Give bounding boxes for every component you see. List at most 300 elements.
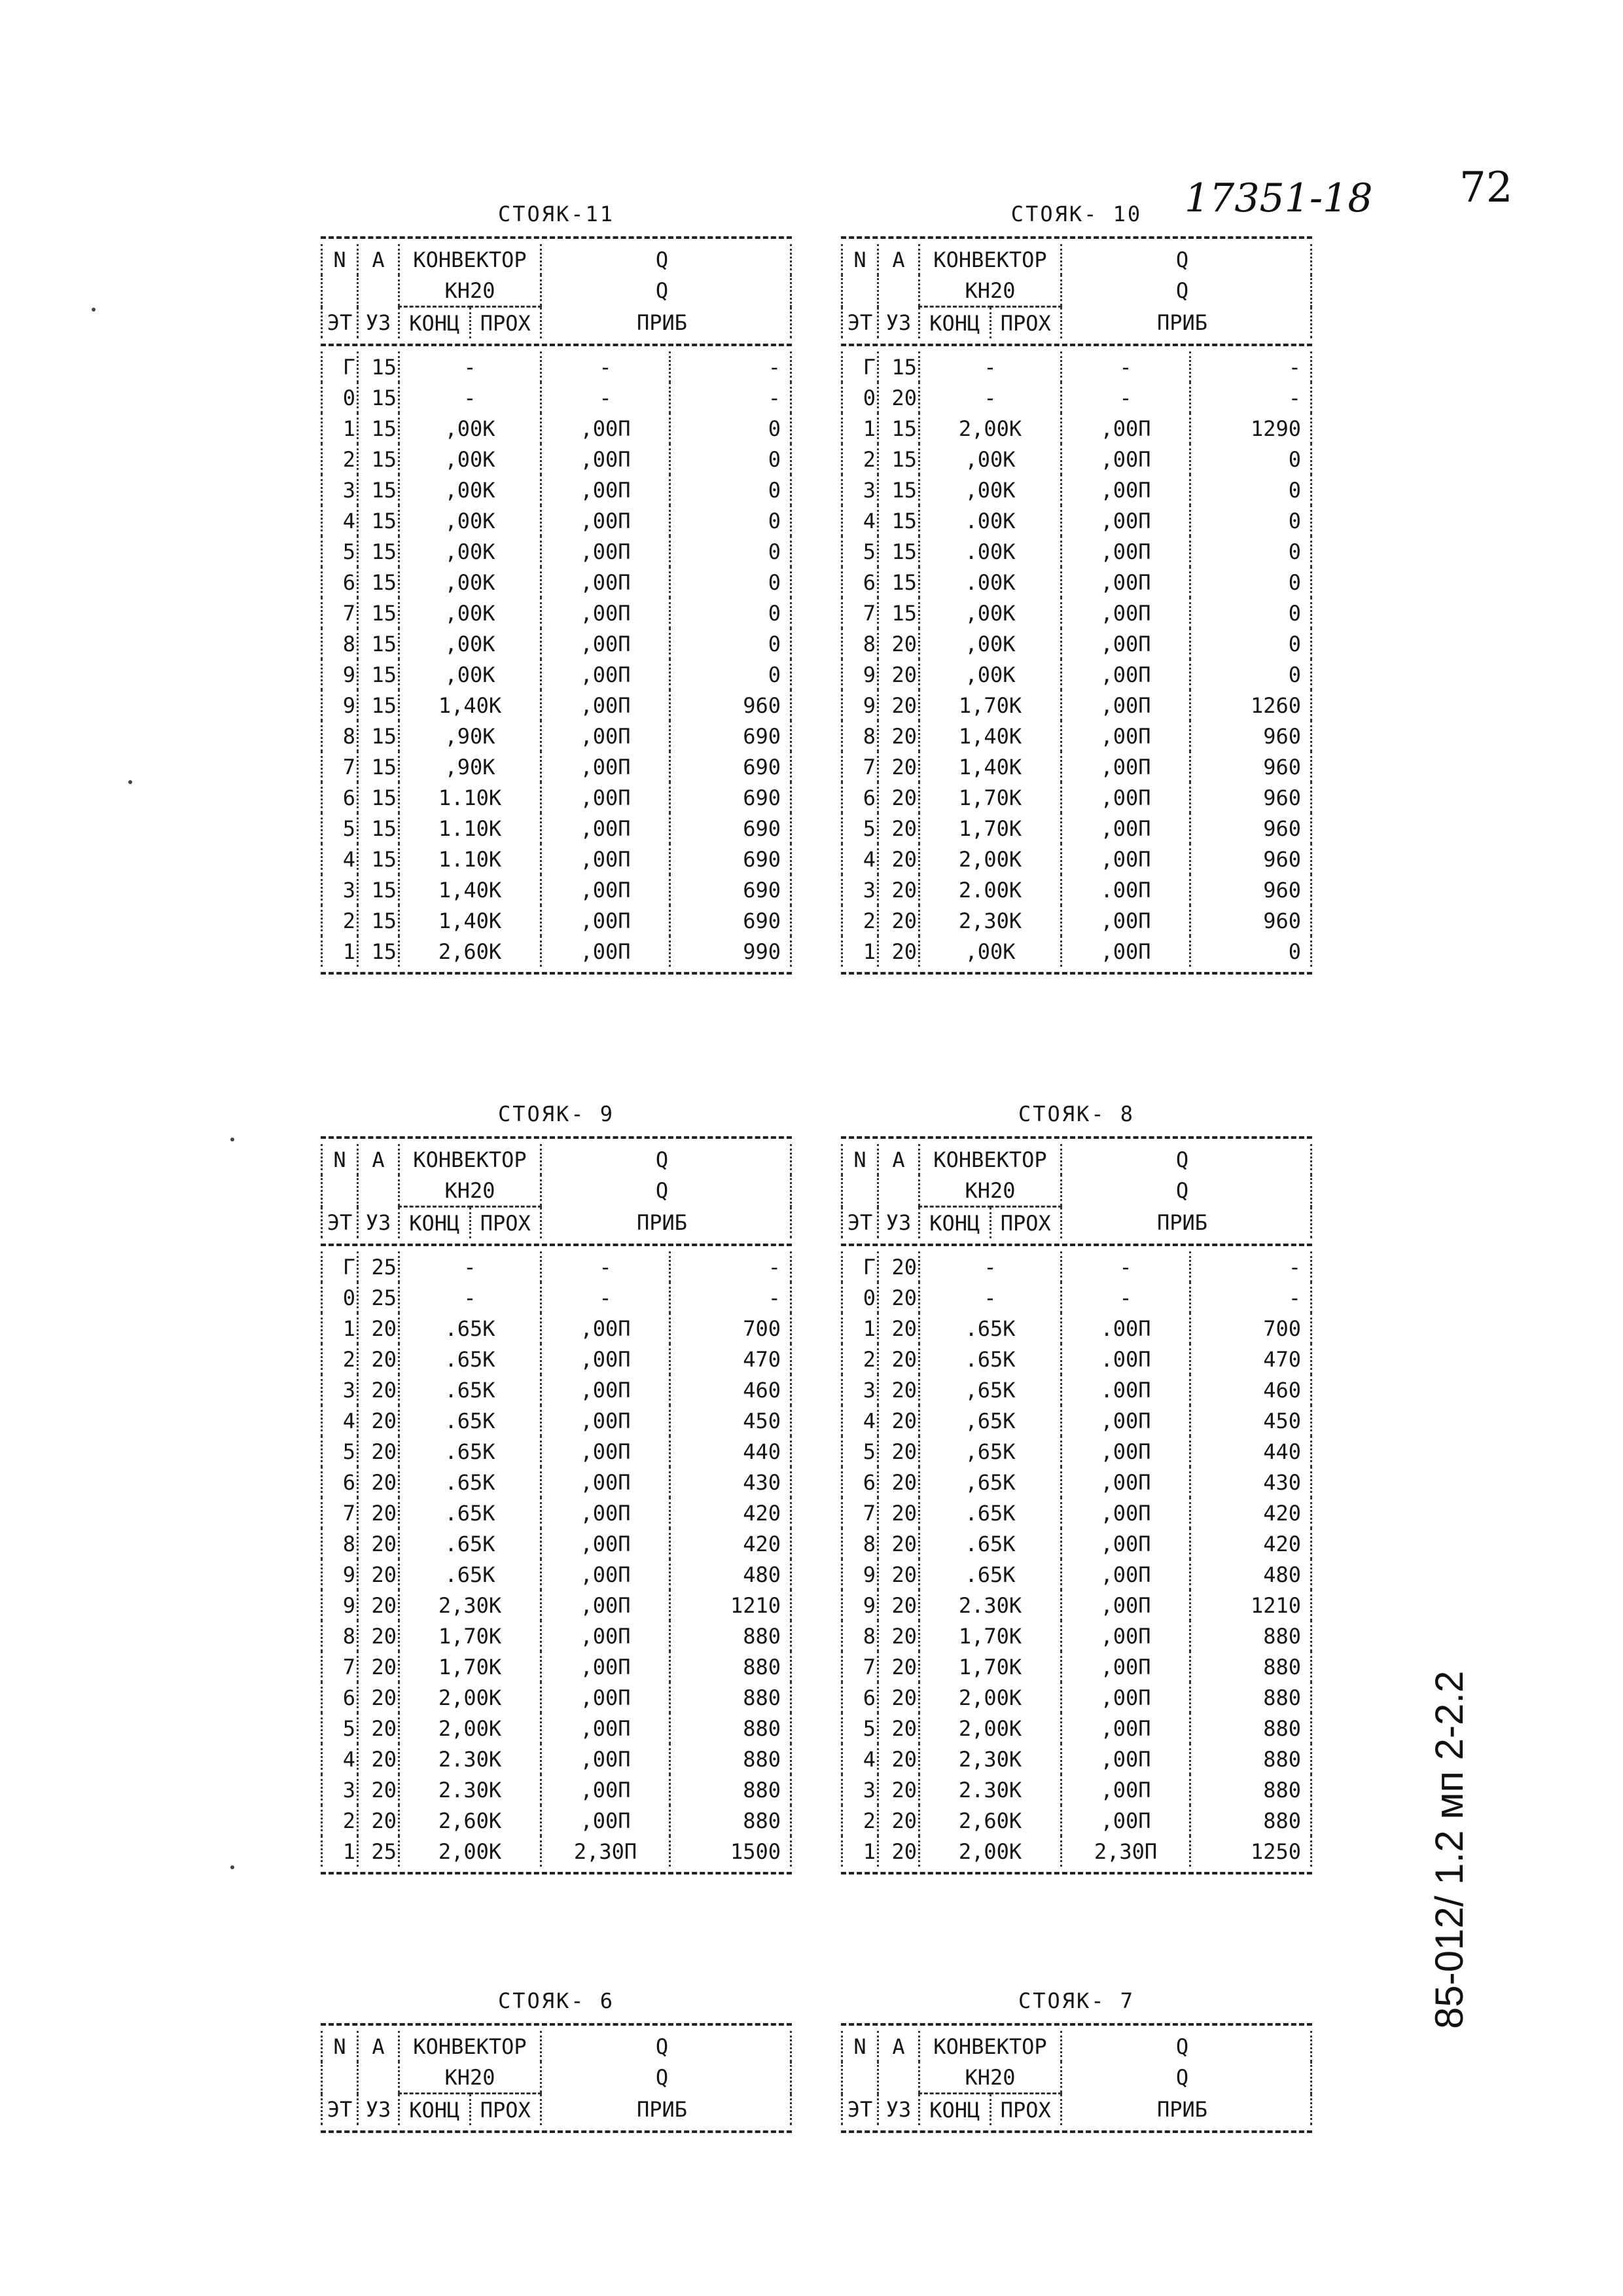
table-cell: ,00П (1061, 1621, 1190, 1651)
table-cell: ,00П (1061, 1467, 1190, 1498)
table-cell: 15 (358, 936, 399, 967)
table-cell: 7 (322, 598, 358, 628)
header-cell: КОНЦ (399, 2094, 471, 2126)
table-cell: 990 (670, 936, 791, 967)
table-row (842, 444, 1311, 475)
table-cell: - (919, 1251, 1061, 1282)
header-cell: УЗ (878, 1207, 919, 1239)
table-row (322, 1528, 791, 1559)
table-row (322, 1559, 791, 1590)
table-cell: 15 (358, 628, 399, 659)
table-cell: 15 (358, 844, 399, 874)
table-cell: 960 (1190, 721, 1311, 751)
table-row (322, 1651, 791, 1682)
table-cell: 20 (878, 1313, 919, 1344)
table-cell: 450 (670, 1405, 791, 1436)
table-row (322, 659, 791, 690)
table-cell: 1,70К (919, 813, 1061, 844)
table-cell: - (1190, 1251, 1311, 1282)
table-cell: ,00П (541, 1621, 670, 1651)
dash-divider (321, 2130, 792, 2133)
table-cell: 3 (842, 1774, 878, 1805)
table-row (322, 475, 791, 505)
table-cell: ,00П (1061, 536, 1190, 567)
table-cell: 0 (670, 444, 791, 475)
table-cell: .65К (919, 1498, 1061, 1528)
table-cell: 420 (1190, 1528, 1311, 1559)
block-title: СТОЯК- 9 (497, 1102, 615, 1126)
table-cell: - (919, 382, 1061, 413)
table-cell: 690 (670, 721, 791, 751)
table-row (322, 628, 791, 659)
header-cell: ПРОХ (990, 307, 1061, 339)
table-cell: 960 (1190, 905, 1311, 936)
table-cell: 2,60К (919, 1805, 1061, 1836)
table-cell: ,00П (1061, 567, 1190, 598)
table-cell: ,00П (1061, 751, 1190, 782)
table-row (842, 1559, 1311, 1590)
table-cell: 20 (878, 1805, 919, 1836)
header-table (841, 1144, 1312, 1238)
table-cell: ,00К (399, 567, 541, 598)
table-cell: 15 (358, 874, 399, 905)
table-cell: 0 (1190, 598, 1311, 628)
table-row (322, 1436, 791, 1467)
header-table (321, 2031, 792, 2125)
table-cell: ,00П (541, 1374, 670, 1405)
table-cell: 1,40К (919, 721, 1061, 751)
header-cell: Q (541, 244, 791, 275)
table-cell: ,00П (541, 1774, 670, 1805)
dash-divider (841, 1136, 1312, 1139)
header-cell: ПРИБ (541, 307, 791, 339)
table-cell: ,00К (919, 659, 1061, 690)
table-cell: ,00П (1061, 721, 1190, 751)
table-cell: 1.10К (399, 844, 541, 874)
table-cell: 20 (358, 1374, 399, 1405)
table-cell: 0 (1190, 936, 1311, 967)
table-row (842, 413, 1311, 444)
table-cell: 960 (1190, 813, 1311, 844)
table-cell: - (399, 351, 541, 382)
table-cell: 2,00К (919, 1713, 1061, 1744)
header-cell: ПРОХ (470, 2094, 541, 2126)
table-cell: 20 (878, 1467, 919, 1498)
table-cell: 7 (322, 1651, 358, 1682)
table-cell: 6 (322, 782, 358, 813)
dash-divider (321, 972, 792, 975)
table-cell: ,00К (399, 505, 541, 536)
table-cell: 20 (358, 1313, 399, 1344)
table-cell: .65К (399, 1436, 541, 1467)
table-cell: 2,30К (919, 1744, 1061, 1774)
table-cell: ,00К (919, 475, 1061, 505)
dash-divider (841, 972, 1312, 975)
table-cell: ,65К (919, 1405, 1061, 1436)
table-cell: ,00П (1061, 413, 1190, 444)
table-cell: 880 (1190, 1805, 1311, 1836)
header-cell (842, 2062, 878, 2094)
table-cell: ,00П (1061, 659, 1190, 690)
table-cell: 470 (670, 1344, 791, 1374)
table-cell: 15 (878, 475, 919, 505)
table-row (842, 567, 1311, 598)
header-cell: КОНЦ (919, 2094, 991, 2126)
table-cell: ,00П (541, 782, 670, 813)
table-row (322, 1621, 791, 1651)
table-cell: 440 (670, 1436, 791, 1467)
table-cell: 2.30К (399, 1744, 541, 1774)
table-cell: 1 (842, 413, 878, 444)
table-cell: 20 (358, 1744, 399, 1774)
table-cell: 1,40К (919, 751, 1061, 782)
table-cell: .00К (919, 505, 1061, 536)
table-cell: .00К (919, 536, 1061, 567)
table-cell: 20 (878, 1836, 919, 1867)
table-cell: 880 (670, 1805, 791, 1836)
table-cell: .65К (399, 1559, 541, 1590)
table-cell: 2.30К (919, 1590, 1061, 1621)
table-cell: 20 (878, 1651, 919, 1682)
table-cell: 20 (878, 874, 919, 905)
header-cell: КН20 (399, 1175, 541, 1207)
table-cell: ,00П (1061, 1405, 1190, 1436)
table-cell: 15 (358, 567, 399, 598)
table-cell: .00П (1061, 1374, 1190, 1405)
table-cell: 15 (878, 413, 919, 444)
table-cell: ,00К (919, 444, 1061, 475)
table-cell: 2,30П (1061, 1836, 1190, 1867)
table-row (322, 690, 791, 721)
table-cell: 0 (1190, 444, 1311, 475)
table-cell: ,00П (1061, 813, 1190, 844)
table-cell: 2.00К (919, 874, 1061, 905)
table-cell: 20 (358, 1405, 399, 1436)
table-row (322, 1313, 791, 1344)
table-row (842, 1744, 1311, 1774)
table-cell: 20 (878, 1559, 919, 1590)
table-cell: ,65К (919, 1436, 1061, 1467)
header-cell: N (842, 2031, 878, 2062)
header-cell: Q (1061, 275, 1311, 307)
table-row (322, 413, 791, 444)
table-cell: ,00П (541, 936, 670, 967)
table-cell: 0 (670, 567, 791, 598)
table-cell: 1.10К (399, 813, 541, 844)
header-cell (878, 2062, 919, 2094)
data-table (321, 351, 792, 967)
table-cell: 25 (358, 1836, 399, 1867)
table-cell: ,00П (541, 444, 670, 475)
header-cell: КОНВЕКТОР (919, 1144, 1061, 1175)
table-cell: 15 (358, 475, 399, 505)
table-cell: ,00П (1061, 1774, 1190, 1805)
dash-divider (321, 2023, 792, 2026)
table-cell: 1 (322, 413, 358, 444)
table-cell: ,00П (541, 874, 670, 905)
header-cell: Q (541, 1175, 791, 1207)
table-cell: 20 (358, 1467, 399, 1498)
table-cell: ,00П (541, 505, 670, 536)
header-cell: Q (541, 275, 791, 307)
table-cell: ,00П (541, 1590, 670, 1621)
table-cell: .65К (399, 1344, 541, 1374)
table-row (842, 1467, 1311, 1498)
table-cell: 20 (878, 1436, 919, 1467)
header-cell: ПРИБ (541, 2094, 791, 2126)
table-cell: 6 (322, 1467, 358, 1498)
table-cell: 20 (878, 1405, 919, 1436)
header-cell (878, 1175, 919, 1207)
header-cell: УЗ (358, 1207, 399, 1239)
table-cell: ,00П (1061, 1590, 1190, 1621)
table-cell: 880 (670, 1682, 791, 1713)
table-cell: ,00К (399, 444, 541, 475)
table-cell: 8 (322, 1621, 358, 1651)
table-cell: 20 (878, 1374, 919, 1405)
table-cell: 15 (358, 598, 399, 628)
table-cell: 0 (1190, 567, 1311, 598)
table-cell: 20 (878, 721, 919, 751)
table-cell: 5 (842, 1713, 878, 1744)
table-cell: 1.10К (399, 782, 541, 813)
table-cell: 1290 (1190, 413, 1311, 444)
table-cell: 1260 (1190, 690, 1311, 721)
table-row (322, 598, 791, 628)
table-cell: 1 (322, 1313, 358, 1344)
table-row (842, 936, 1311, 967)
table-cell: ,00П (541, 1528, 670, 1559)
table-cell: .65К (399, 1405, 541, 1436)
table-cell: 690 (670, 813, 791, 844)
table-cell: 20 (878, 813, 919, 844)
table-cell: ,00П (1061, 1805, 1190, 1836)
table-cell: .65К (399, 1313, 541, 1344)
table-cell: ,00П (541, 413, 670, 444)
header-cell (322, 2062, 358, 2094)
dash-divider (841, 2130, 1312, 2133)
table-cell: - (399, 1282, 541, 1313)
table-cell: 2,00К (919, 1836, 1061, 1867)
table-cell: 20 (358, 1713, 399, 1744)
table-cell: 8 (322, 1528, 358, 1559)
table-cell: 2,60К (399, 936, 541, 967)
table-cell: 20 (878, 1282, 919, 1313)
table-cell: 8 (842, 1528, 878, 1559)
table-cell: 1,40К (399, 690, 541, 721)
table-cell: .65К (919, 1559, 1061, 1590)
table-row (322, 1805, 791, 1836)
table-cell: ,00П (1061, 628, 1190, 659)
table-cell: 5 (842, 1436, 878, 1467)
header-cell: УЗ (878, 2094, 919, 2126)
table-row (842, 690, 1311, 721)
table-cell: 9 (842, 1559, 878, 1590)
table-cell: 15 (358, 659, 399, 690)
stoyak-block (321, 1100, 792, 1880)
header-cell (878, 275, 919, 307)
table-row (322, 567, 791, 598)
table-cell: 25 (358, 1282, 399, 1313)
table-cell: 20 (358, 1774, 399, 1805)
table-cell: 1 (842, 1313, 878, 1344)
header-cell: N (322, 2031, 358, 2062)
table-cell: 20 (358, 1651, 399, 1682)
table-cell: - (670, 1282, 791, 1313)
table-cell: 3 (322, 1374, 358, 1405)
header-cell: ПРИБ (1061, 307, 1311, 339)
table-cell: .65К (399, 1467, 541, 1498)
table-cell: 0 (670, 659, 791, 690)
table-cell: ,00П (541, 1467, 670, 1498)
table-cell: 5 (842, 536, 878, 567)
table-row (842, 844, 1311, 874)
table-cell: 15 (358, 444, 399, 475)
table-cell: 8 (322, 721, 358, 751)
table-cell: 15 (358, 813, 399, 844)
header-cell: ЭТ (322, 1207, 358, 1239)
table-cell: 8 (842, 1621, 878, 1651)
table-cell: 9 (842, 1590, 878, 1621)
table-cell: 15 (358, 505, 399, 536)
table-cell: 960 (1190, 751, 1311, 782)
table-row (842, 1528, 1311, 1559)
header-cell: ПРИБ (1061, 2094, 1311, 2126)
table-cell: 7 (842, 598, 878, 628)
table-cell: 20 (878, 382, 919, 413)
table-cell: 1250 (1190, 1836, 1311, 1867)
table-cell: 700 (1190, 1313, 1311, 1344)
block-title: СТОЯК- 10 (1010, 202, 1143, 226)
header-cell: ПРИБ (1061, 1207, 1311, 1239)
table-row (842, 751, 1311, 782)
table-cell: 2.30К (399, 1774, 541, 1805)
table-cell: 1,70К (919, 690, 1061, 721)
table-row (322, 751, 791, 782)
table-row (842, 1498, 1311, 1528)
header-table (841, 2031, 1312, 2125)
table-cell: 0 (1190, 505, 1311, 536)
table-cell: 450 (1190, 1405, 1311, 1436)
table-cell: ,00П (541, 813, 670, 844)
table-cell: .65К (919, 1313, 1061, 1344)
table-cell: ,00П (1061, 1651, 1190, 1682)
table-row (322, 1405, 791, 1436)
table-cell: 3 (322, 874, 358, 905)
table-cell: 15 (358, 536, 399, 567)
header-cell: КН20 (399, 2062, 541, 2094)
table-cell: - (670, 1251, 791, 1282)
table-cell: - (541, 1282, 670, 1313)
table-row (842, 628, 1311, 659)
table-row (842, 1374, 1311, 1405)
table-cell: 0 (670, 475, 791, 505)
header-cell (322, 1175, 358, 1207)
table-cell: 3 (842, 1374, 878, 1405)
table-row (842, 782, 1311, 813)
table-cell: 20 (358, 1682, 399, 1713)
table-cell: 9 (842, 659, 878, 690)
table-cell: 7 (322, 1498, 358, 1528)
header-cell: КОНЦ (399, 1207, 471, 1239)
table-cell: ,00П (541, 536, 670, 567)
table-cell: 9 (322, 659, 358, 690)
page-number: 72 (1459, 164, 1513, 212)
table-cell: .00П (1061, 1313, 1190, 1344)
table-cell: ,00П (541, 598, 670, 628)
table-cell: ,00П (541, 567, 670, 598)
table-cell: ,00П (1061, 598, 1190, 628)
table-cell: 7 (842, 751, 878, 782)
table-cell: ,00П (541, 751, 670, 782)
table-cell: 15 (358, 721, 399, 751)
table-row (322, 1744, 791, 1774)
table-cell: - (1061, 1282, 1190, 1313)
table-cell: 2 (842, 444, 878, 475)
table-cell: 20 (878, 1744, 919, 1774)
table-row (322, 721, 791, 751)
header-cell: КН20 (399, 275, 541, 307)
table-cell: 6 (842, 782, 878, 813)
table-row (842, 1313, 1311, 1344)
table-cell: 7 (842, 1498, 878, 1528)
table-cell: .00П (1061, 874, 1190, 905)
table-row (322, 536, 791, 567)
table-cell: - (1190, 1282, 1311, 1313)
table-cell: 2 (842, 1344, 878, 1374)
table-cell: 20 (878, 1590, 919, 1621)
table-cell: - (670, 351, 791, 382)
table-row (322, 874, 791, 905)
table-cell: 20 (358, 1528, 399, 1559)
scan-speck (230, 1865, 234, 1869)
header-cell: Q (1061, 1144, 1311, 1175)
data-table (841, 1251, 1312, 1867)
table-cell: - (541, 1251, 670, 1282)
header-cell (358, 1175, 399, 1207)
table-cell: 880 (1190, 1744, 1311, 1774)
table-cell: 5 (322, 1713, 358, 1744)
table-cell: Г (842, 1251, 878, 1282)
table-row (842, 1251, 1311, 1282)
table-row (322, 782, 791, 813)
stoyak-block (841, 1100, 1312, 1880)
table-cell: 0 (1190, 628, 1311, 659)
table-cell: 880 (670, 1651, 791, 1682)
table-row (322, 382, 791, 413)
header-cell: КОНВЕКТОР (919, 2031, 1061, 2062)
table-cell: 6 (842, 1682, 878, 1713)
data-table (841, 351, 1312, 967)
table-row (322, 1251, 791, 1282)
header-cell: КОНВЕКТОР (919, 244, 1061, 275)
header-cell: N (842, 1144, 878, 1175)
table-row (842, 382, 1311, 413)
header-cell (358, 2062, 399, 2094)
table-cell: ,00П (1061, 475, 1190, 505)
table-cell: 4 (322, 844, 358, 874)
table-cell: 20 (358, 1498, 399, 1528)
table-cell: 0 (1190, 536, 1311, 567)
table-cell: 420 (1190, 1498, 1311, 1528)
table-cell: 2,00К (399, 1682, 541, 1713)
header-cell: N (842, 244, 878, 275)
table-cell: 20 (878, 1774, 919, 1805)
table-cell: 880 (1190, 1713, 1311, 1744)
table-cell: .65К (399, 1498, 541, 1528)
header-cell: ЭТ (842, 1207, 878, 1239)
header-cell: УЗ (358, 2094, 399, 2126)
